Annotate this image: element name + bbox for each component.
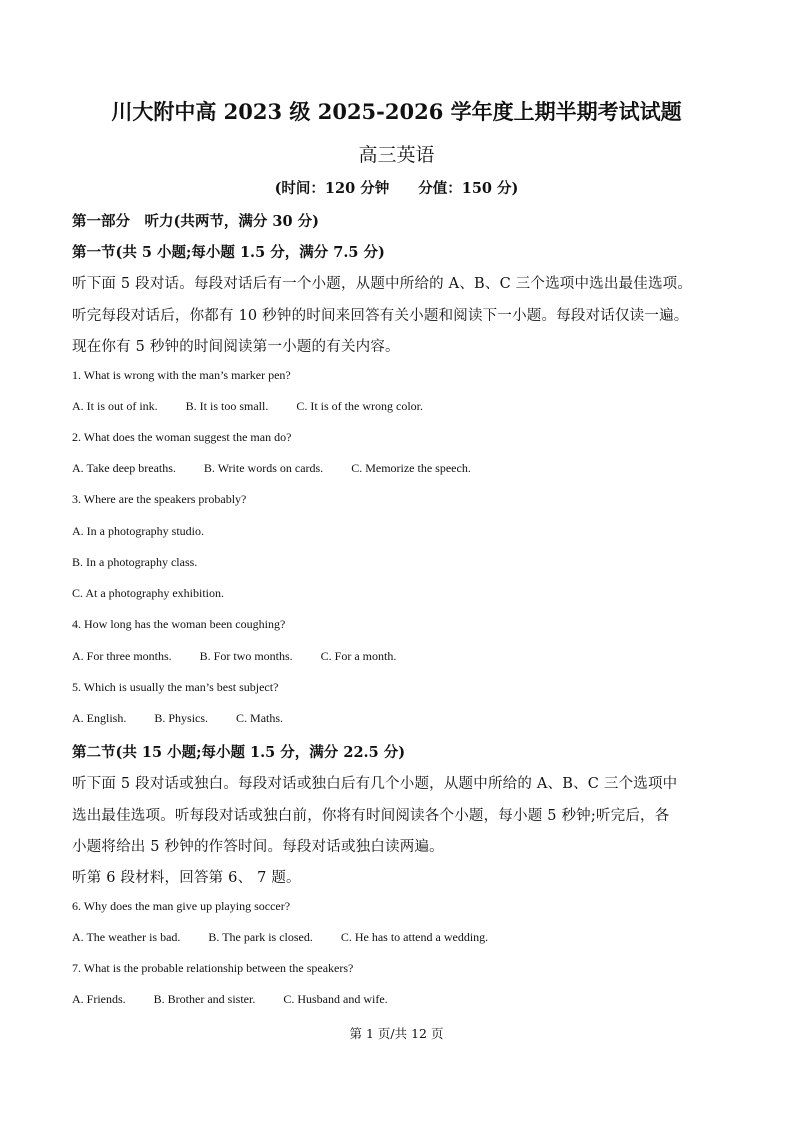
option-b: B. Brother and sister. bbox=[153, 992, 256, 1006]
option-b: B. Physics. bbox=[154, 711, 209, 725]
section2-instruction-line: 选出最佳选项。听每段对话或独白前，你将有时间阅读各个小题，每小题 5 秒钟;听完后，各 bbox=[72, 808, 670, 824]
question-options bbox=[72, 711, 283, 726]
question-options bbox=[72, 930, 488, 945]
question-options bbox=[72, 461, 471, 476]
question-options bbox=[72, 649, 396, 664]
option-a: A. For three months. bbox=[72, 649, 172, 663]
section2-instruction-line: 听下面 5 段对话或独白。每段对话或独白后有几个小题，从题中所给的 A、B、C 三个选项中 bbox=[72, 776, 678, 792]
question-stem: 6. Why does the man give up playing soccer? bbox=[72, 899, 291, 913]
section1-heading: 第一节(共 5 小题;每小题 1.5 分，满分 7.5 分) bbox=[72, 244, 385, 261]
option-c: C. Husband and wife. bbox=[283, 992, 388, 1006]
section2-instruction-line: 小题将给出 5 秒钟的作答时间。每段对话或独白读两遍。 bbox=[72, 839, 444, 855]
option-b: B. For two months. bbox=[199, 649, 293, 663]
option-b: B. It is too small. bbox=[185, 399, 269, 413]
option-c: C. Maths. bbox=[236, 711, 284, 725]
question-stem: 2. What does the woman suggest the man do? bbox=[72, 430, 292, 444]
option-a: A. English. bbox=[72, 711, 127, 725]
option-a: A. Take deep breaths. bbox=[72, 461, 176, 475]
exam-title: 川大附中高 2023 级 2025-2026 学年度上期半期考试试题 bbox=[111, 99, 682, 124]
option-c: C. For a month. bbox=[320, 649, 397, 663]
question-stem: 4. How long has the woman been coughing? bbox=[72, 617, 286, 631]
option-b: B. The park is closed. bbox=[208, 930, 313, 944]
time-score-line: (时间：120 分钟 分值：150 分) bbox=[274, 180, 519, 197]
option-c: C. At a photography exhibition. bbox=[72, 586, 224, 600]
page-number: 第 1 页/共 12 页 bbox=[349, 1026, 444, 1041]
section1-instruction-line: 听下面 5 段对话。每段对话后有一个小题，从题中所给的 A、B、C 三个选项中选出最佳选项。 bbox=[72, 276, 693, 292]
section1-instruction-line: 现在你有 5 秒钟的时间阅读第一小题的有关内容。 bbox=[72, 339, 400, 355]
material-note: 听第 6 段材料，回答第 6、 7 题。 bbox=[72, 870, 301, 886]
option-a: A. Friends. bbox=[72, 992, 126, 1006]
part1-heading: 第一部分 听力(共两节，满分 30 分) bbox=[72, 213, 319, 230]
question-stem: 7. What is the probable relationship between the speakers? bbox=[72, 961, 354, 975]
subject-title: 高三英语 bbox=[358, 144, 435, 166]
question-options bbox=[72, 992, 388, 1007]
question-options bbox=[72, 399, 423, 414]
section2-heading: 第二节(共 15 小题;每小题 1.5 分，满分 22.5 分) bbox=[72, 744, 406, 761]
question-stem: 5. Which is usually the man’s best subject? bbox=[72, 680, 279, 694]
section1-instruction-line: 听完每段对话后，你都有 10 秒钟的时间来回答有关小题和阅读下一小题。每段对话仅读一遍。 bbox=[72, 308, 689, 324]
option-c: C. Memorize the speech. bbox=[351, 461, 471, 475]
question-stem: 1. What is wrong with the man’s marker pen? bbox=[72, 368, 291, 382]
option-b: B. In a photography class. bbox=[72, 555, 198, 569]
option-a: A. The weather is bad. bbox=[72, 930, 181, 944]
option-c: C. It is of the wrong color. bbox=[296, 399, 423, 413]
option-c: C. He has to attend a wedding. bbox=[340, 930, 489, 944]
option-a: A. It is out of ink. bbox=[72, 399, 158, 413]
option-a: A. In a photography studio. bbox=[72, 524, 204, 538]
question-stem: 3. Where are the speakers probably? bbox=[72, 492, 247, 506]
option-b: B. Write words on cards. bbox=[203, 461, 324, 475]
